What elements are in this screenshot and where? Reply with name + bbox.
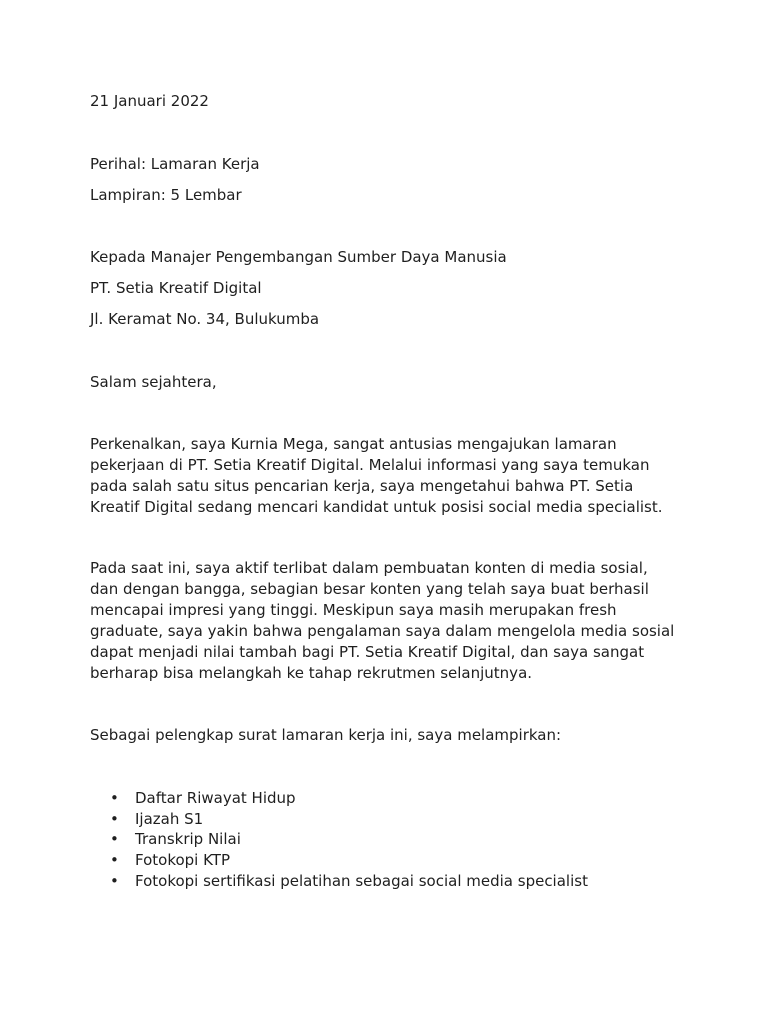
list-item [90,829,588,850]
attachment-label: Fotokopi sertifikasi pelatihan sebagai social media specialist [135,871,588,890]
attachment-label: Fotokopi KTP [135,851,230,870]
bullet-icon: • [110,830,119,849]
paragraph-line: pada salah satu situs pencarian kerja, saya mengetahui bahwa PT. Setia [90,477,634,495]
recipient-title: Kepada Manajer Pengembangan Sumber Daya Manusia [90,248,507,266]
bullet-icon: • [110,851,119,870]
list-item [90,809,588,830]
bullet-icon: • [110,871,119,890]
recipient-company: PT. Setia Kreatif Digital [90,279,262,297]
attachment-label: Ijazah S1 [135,809,204,828]
paragraph-line: graduate, saya yakin bahwa pengalaman saya dalam mengelola media sosial [90,622,675,640]
paragraph-line: mencapai impresi yang tinggi. Meskipun saya masih merupakan fresh [90,601,617,619]
list-item [90,788,588,809]
letter-subject: Perihal: Lamaran Kerja [90,155,260,173]
paragraph-line: Perkenalkan, saya Kurnia Mega, sangat antusias mengajukan lamaran [90,435,617,453]
paragraph-line: berharap bisa melangkah ke tahap rekrutmen selanjutnya. [90,664,533,682]
paragraph-line: pekerjaan di PT. Setia Kreatif Digital. Melalui informasi yang saya temukan [90,456,650,474]
letter-date: 21 Januari 2022 [90,92,209,110]
bullet-icon: • [110,809,119,828]
bullet-icon: • [110,789,119,807]
attachment-label: Transkrip Nilai [135,830,241,849]
list-item [90,850,588,871]
attachment-label: Daftar Riwayat Hidup [135,789,296,807]
paragraph-introduction [90,434,690,518]
paragraph-line: Pada saat ini, saya aktif terlibat dalam pembuatan konten di media sosial, [90,559,648,577]
paragraph-experience [90,558,690,684]
letter-attachment-count: Lampiran: 5 Lembar [90,186,242,204]
paragraph-line: dan dengan bangga, sebagian besar konten yang telah saya buat berhasil [90,580,649,598]
attachments-intro: Sebagai pelengkap surat lamaran kerja ini, saya melampirkan: [90,726,562,744]
paragraph-line: dapat menjadi nilai tambah bagi PT. Setia Kreatif Digital, dan saya sangat [90,643,645,661]
greeting: Salam sejahtera, [90,373,217,391]
attachments-list [90,788,588,891]
list-item [90,871,588,892]
paragraph-line: Kreatif Digital sedang mencari kandidat untuk posisi social media specialist. [90,498,663,516]
recipient-address: Jl. Keramat No. 34, Bulukumba [90,310,320,328]
